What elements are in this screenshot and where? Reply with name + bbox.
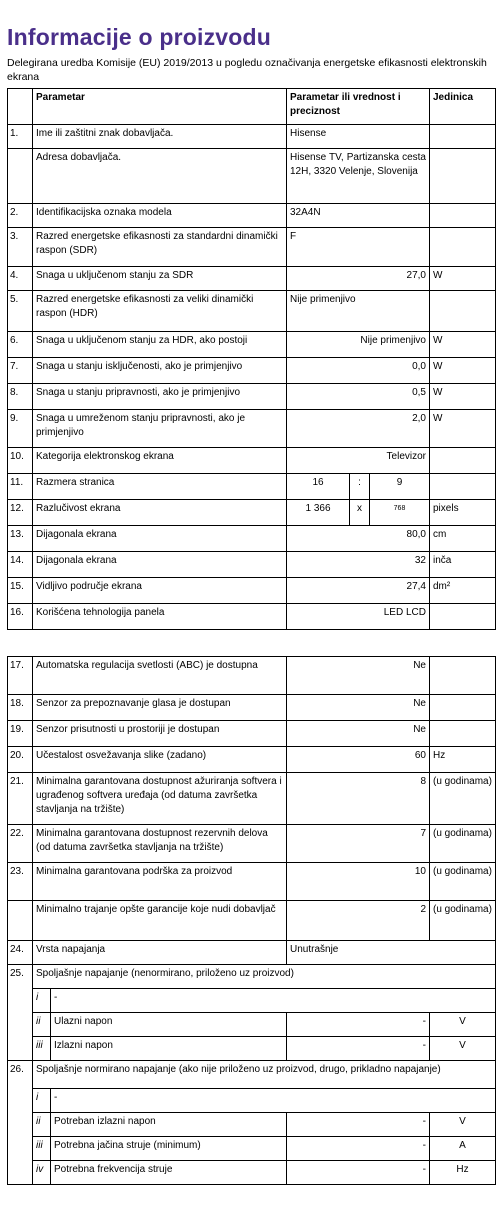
table-subrow: iii Potrebna jačina struje (minimum) - A bbox=[8, 1137, 496, 1161]
table-header-row bbox=[8, 89, 496, 125]
table-row: 24. Vrsta napajanja Unutrašnje bbox=[8, 941, 496, 965]
table-subrow: i - bbox=[8, 1089, 496, 1113]
table-row: 16. Korišćena tehnologija panela LED LCD bbox=[8, 604, 496, 630]
table-row: 2. Identifikacijska oznaka modela 32A4N bbox=[8, 204, 496, 228]
table-subrow: iv Potrebna frekvencija struje - Hz bbox=[8, 1161, 496, 1185]
table-subrow: i - bbox=[8, 989, 496, 1013]
header-unit: Jedinica bbox=[430, 89, 496, 125]
product-info-table-2 bbox=[7, 656, 496, 1185]
table-row: Minimalno trajanje opšte garancije koje nudi dobavljač 2 (u godinama) bbox=[8, 901, 496, 941]
table-row: 20. Učestalost osvežavanja slike (zadano) 60 Hz bbox=[8, 747, 496, 773]
table-row: 4. Snaga u uključenom stanju za SDR 27,0 W bbox=[8, 267, 496, 291]
table-row: Adresa dobavljača. Hisense TV, Partizanska cesta 12H, 3320 Velenje, Slovenija bbox=[8, 149, 496, 204]
table-row: 23. Minimalna garantovana podrška za proizvod 10 (u godinama) bbox=[8, 863, 496, 901]
table-row: 6. Snaga u uključenom stanju za HDR, ako postoji Nije primenjivo W bbox=[8, 332, 496, 358]
table-row: 14. Dijagonala ekrana 32 inča bbox=[8, 552, 496, 578]
table-row: 1. Ime ili zaštitni znak dobavljača. Hisense bbox=[8, 125, 496, 149]
table-subrow: iii Izlazni napon - V bbox=[8, 1037, 496, 1061]
table-row: 26. Spoljašnje normirano napajanje (ako nije priloženo uz proizvod, drugo, prikladno napajanje) bbox=[8, 1061, 496, 1089]
table-subrow: ii Potreban izlazni napon - V bbox=[8, 1113, 496, 1137]
table-subrow: ii Ulazni napon - V bbox=[8, 1013, 496, 1037]
table-row: 18. Senzor za prepoznavanje glasa je dostupan Ne bbox=[8, 695, 496, 721]
table-row: 22. Minimalna garantovana dostupnost rezervnih delova (od datuma završetka stavljanja na tržište) 7 (u godinama) bbox=[8, 825, 496, 863]
product-info-table-1 bbox=[7, 88, 496, 630]
table-row: 21. Minimalna garantovana dostupnost ažuriranja softvera i ugrađenog softvera uređaja (od datuma završetka stavljanja na tržište) 8 (u godinama) bbox=[8, 773, 496, 825]
table-row: 7. Snaga u stanju isključenosti, ako je primjenjivo 0,0 W bbox=[8, 358, 496, 384]
table-row: 19. Senzor prisutnosti u prostoriji je dostupan Ne bbox=[8, 721, 496, 747]
header-value: Parametar ili vrednost i preciznost bbox=[287, 89, 430, 125]
table-row: 25. Spoljašnje napajanje (nenormirano, priloženo uz proizvod) bbox=[8, 965, 496, 989]
table-row: 9. Snaga u umreženom stanju pripravnosti, ako je primjenjivo 2,0 W bbox=[8, 410, 496, 448]
page-title: Informacije o proizvodu bbox=[7, 24, 272, 50]
page-subtitle: Delegirana uredba Komisije (EU) 2019/2013 u pogledu označivanja energetske efikasnosti elektronskih ekrana bbox=[7, 57, 487, 83]
table-row: 8. Snaga u stanju pripravnosti, ako je primjenjivo 0,5 W bbox=[8, 384, 496, 410]
table-row: 15. Vidljivo područje ekrana 27,4 dm² bbox=[8, 578, 496, 604]
table-row: 10. Kategorija elektronskog ekrana Televizor bbox=[8, 448, 496, 474]
table-row: 11. Razmera stranica 16 : 9 bbox=[8, 474, 496, 500]
table-row: 12. Razlučivost ekrana 1 366 x 768 pixels bbox=[8, 500, 496, 526]
table-row: 17. Automatska regulacija svetlosti (ABC) je dostupna Ne bbox=[8, 657, 496, 695]
table-row: 5. Razred energetske efikasnosti za veliki dinamički raspon (HDR) Nije primenjivo bbox=[8, 291, 496, 332]
table-row: 3. Razred energetske efikasnosti za standardni dinamički raspon (SDR) F bbox=[8, 228, 496, 267]
header-parameter: Parametar bbox=[33, 89, 287, 125]
table-row: 13. Dijagonala ekrana 80,0 cm bbox=[8, 526, 496, 552]
